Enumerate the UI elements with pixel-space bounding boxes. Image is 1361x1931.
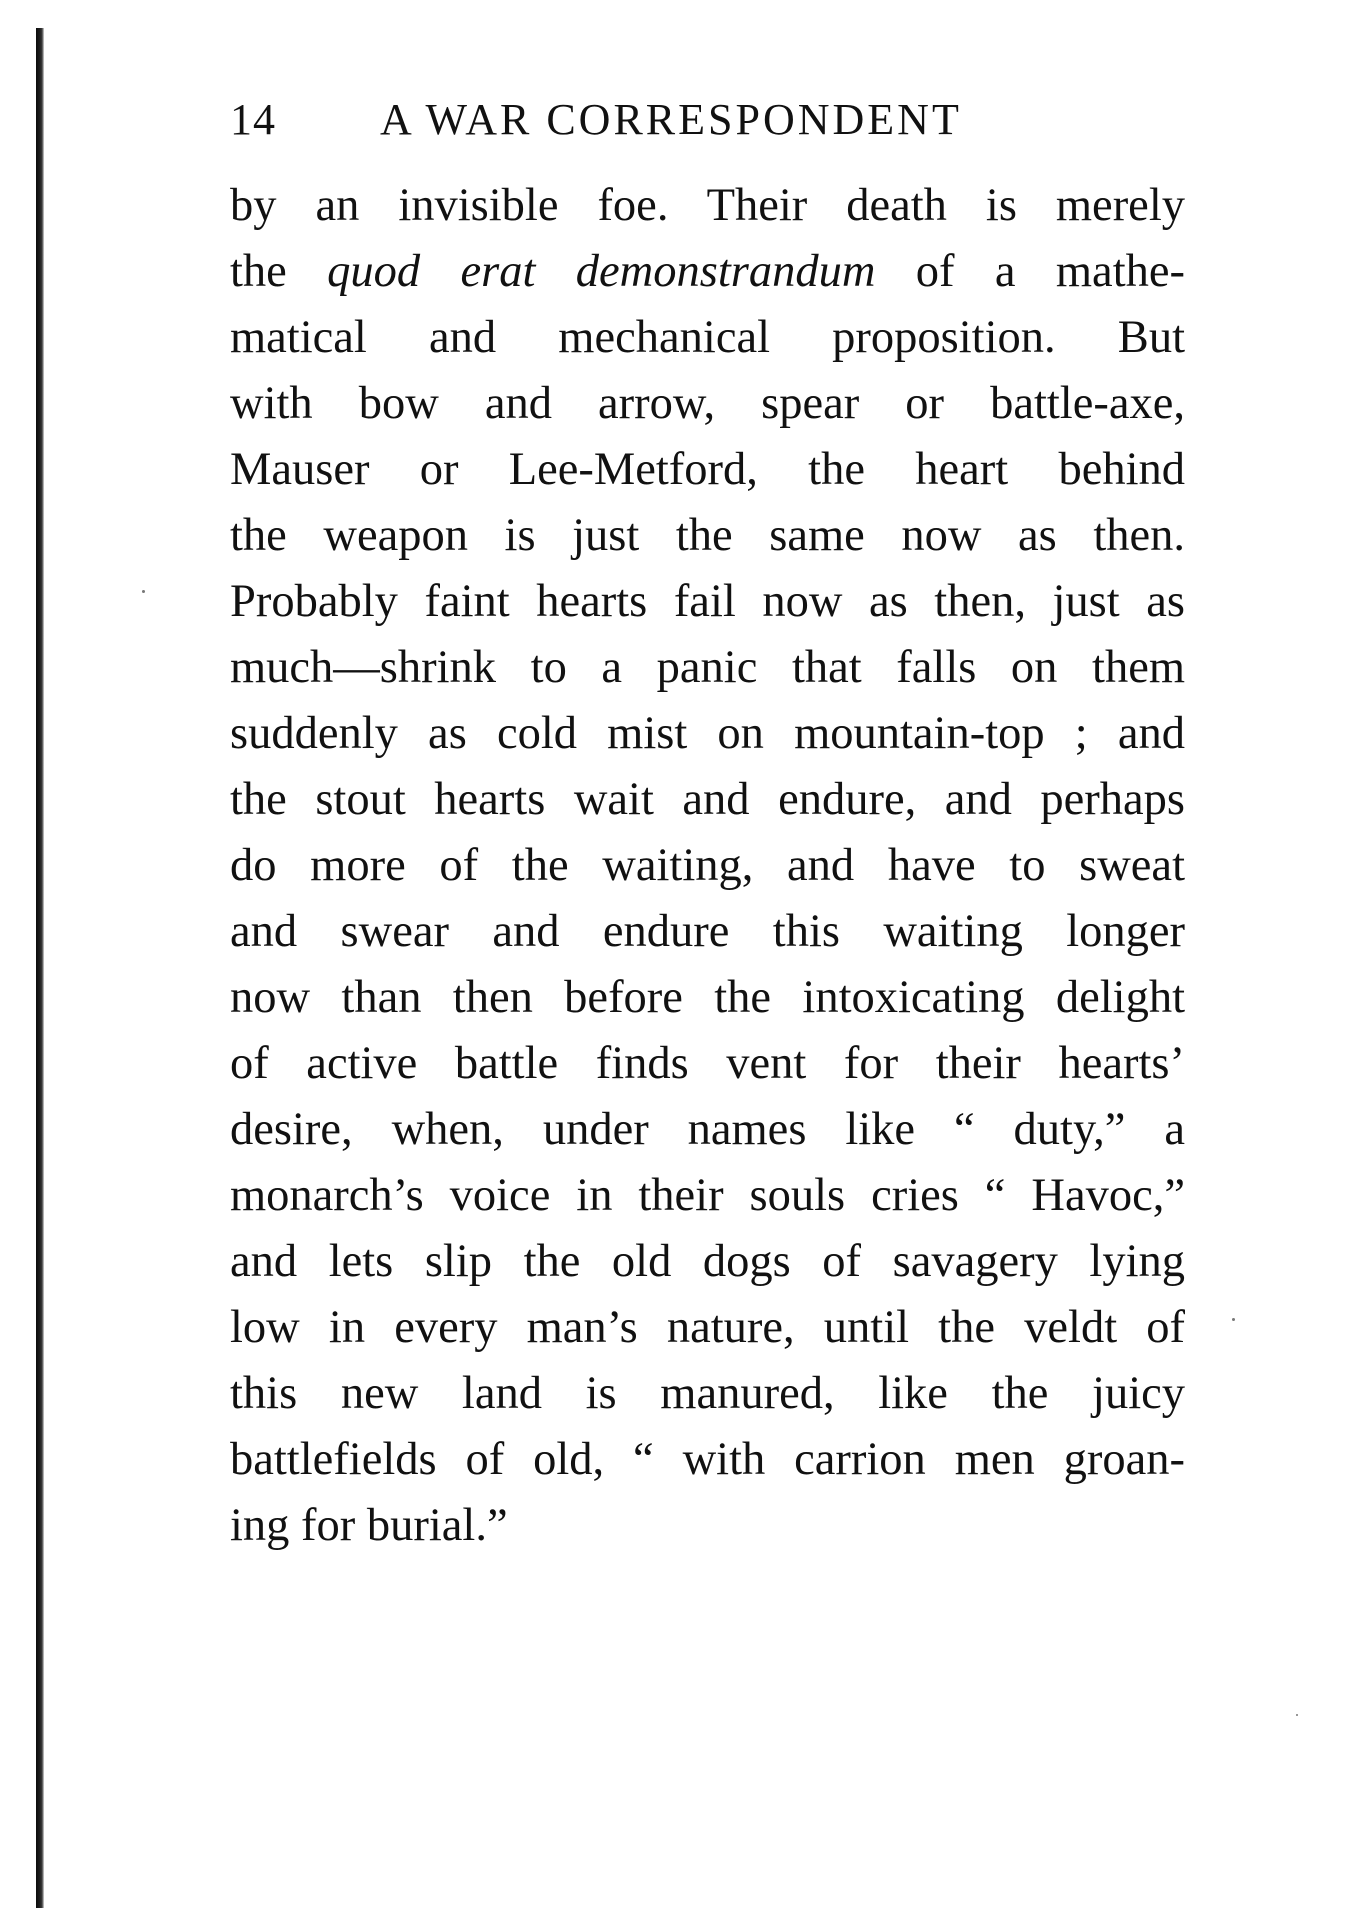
text-line: and lets slip the old dogs of savagery lying xyxy=(230,1236,1185,1287)
text-line: desire, when, under names like “ duty,” a xyxy=(230,1104,1185,1155)
page-header xyxy=(230,95,1180,145)
text-line: monarch’s voice in their souls cries “ Havoc,” xyxy=(230,1170,1185,1221)
latin-phrase: quod erat demonstrandum xyxy=(327,246,876,297)
text-line: much—shrink to a panic that falls on them xyxy=(230,642,1185,693)
text-line: the stout hearts wait and endure, and perhaps xyxy=(230,774,1185,825)
text-line: with bow and arrow, spear or battle-axe, xyxy=(230,378,1185,429)
text-line: do more of the waiting, and have to sweat xyxy=(230,840,1185,891)
text-line xyxy=(230,239,1185,305)
body-text xyxy=(230,173,1185,1559)
text-run: the xyxy=(230,246,328,297)
text-line: now than then before the intoxicating delight xyxy=(230,972,1185,1023)
text-line: the weapon is just the same now as then. xyxy=(230,510,1185,561)
text-line: battlefields of old, “ with carrion men groan- xyxy=(230,1434,1185,1485)
text-line: Mauser or Lee-Metford, the heart behind xyxy=(230,444,1185,495)
text-run: of a mathe- xyxy=(875,246,1185,297)
paper-speck xyxy=(1296,1714,1298,1716)
text-line: suddenly as cold mist on mountain-top ; and xyxy=(230,708,1185,759)
text-line: by an invisible foe. Their death is merely xyxy=(230,180,1185,231)
binding-edge-shadow xyxy=(36,28,44,1908)
text-line: and swear and endure this waiting longer xyxy=(230,906,1185,957)
text-line: this new land is manured, like the juicy xyxy=(230,1368,1185,1419)
text-line: Probably faint hearts fail now as then, just as xyxy=(230,576,1185,627)
paper-speck xyxy=(142,590,145,593)
text-line: low in every man’s nature, until the veldt of xyxy=(230,1302,1185,1353)
text-line: of active battle finds vent for their hearts’ xyxy=(230,1038,1185,1089)
paper-speck xyxy=(1232,1318,1235,1321)
running-title: A WAR CORRESPONDENT xyxy=(380,95,962,144)
page-number: 14 xyxy=(230,95,276,144)
text-line: ing for burial.” xyxy=(230,1500,508,1551)
text-line: matical and mechanical proposition. But xyxy=(230,312,1185,363)
